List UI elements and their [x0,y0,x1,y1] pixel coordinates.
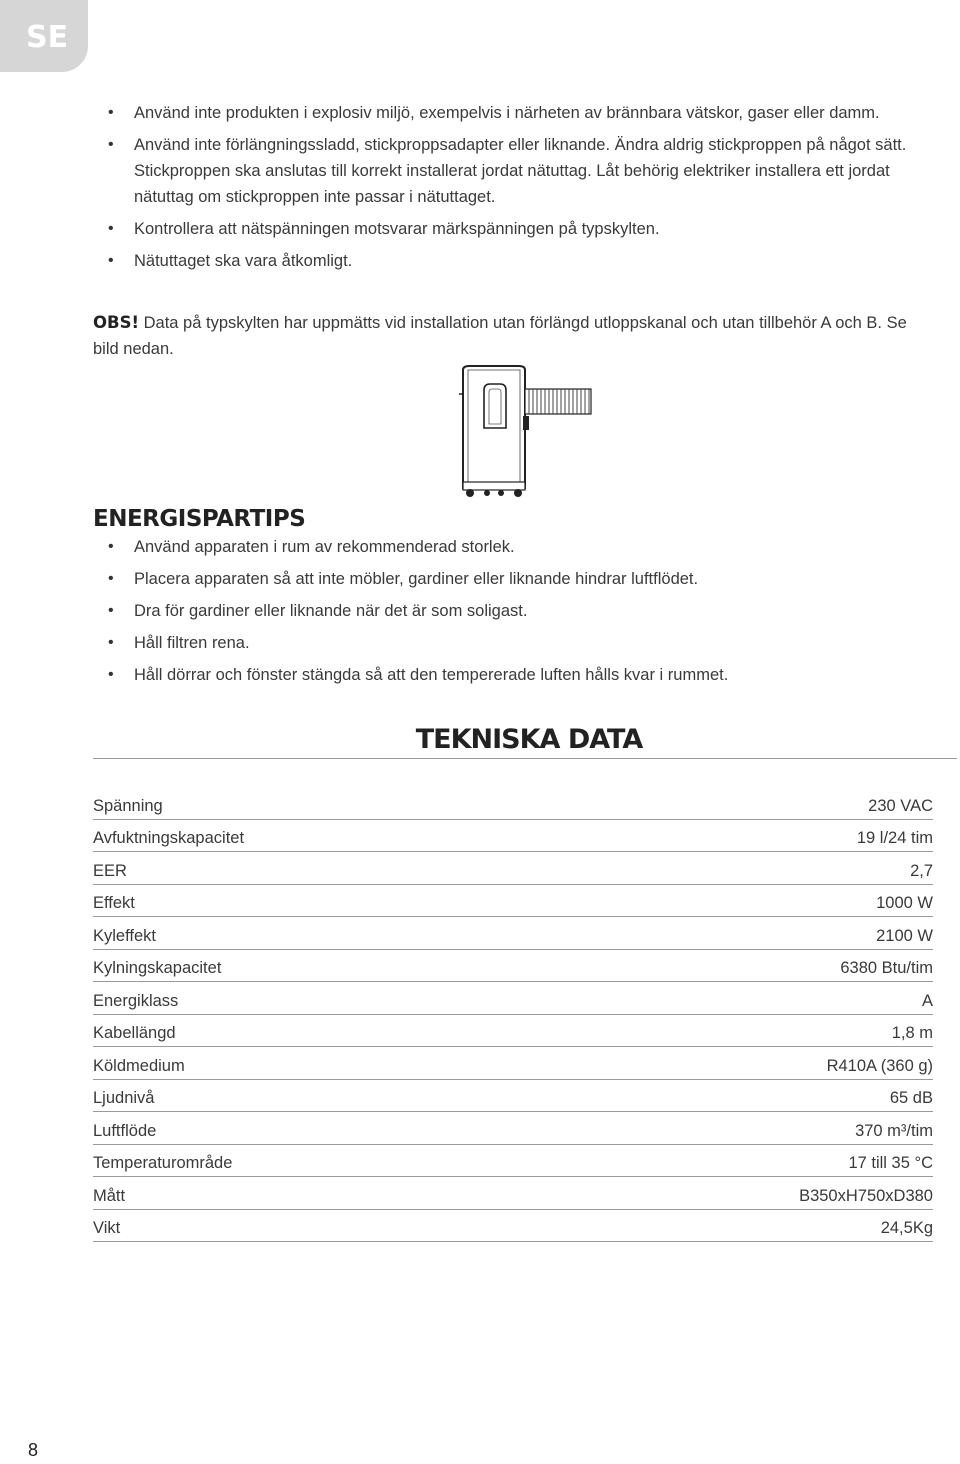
table-row [93,1209,933,1242]
spec-value: 17 till 35 °C [538,1144,933,1177]
list-item: • Nätuttaget ska vara åtkomligt. [93,248,937,274]
tech-data-heading: TEKNISKA DATA [415,724,643,755]
spec-value: R410A (360 g) [538,1047,933,1080]
spec-value: 6380 Btu/tim [538,949,933,982]
tech-data-table [93,787,933,1242]
note-text: Data på typskylten har uppmätts vid installation utan förlängd utloppskanal och utan tillbehör A och B. Se bild nedan. [93,314,907,358]
language-tab [0,0,88,72]
spec-label: Avfuktningskapacitet [93,819,538,852]
table-row [93,1177,933,1210]
spec-value: 1,8 m [538,1014,933,1047]
spec-value: 65 dB [538,1079,933,1112]
spec-value: 1000 W [538,884,933,917]
table-row [93,787,933,819]
tech-data-table-body [93,787,933,1242]
safety-section [93,100,937,280]
table-row [93,884,933,917]
spec-value: 2,7 [538,852,933,885]
table-row [93,982,933,1015]
table-row [93,949,933,982]
table-row [93,819,933,852]
spec-value: 370 m³/tim [538,1112,933,1145]
table-row [93,1079,933,1112]
spec-value: 19 l/24 tim [538,819,933,852]
spec-value: A [538,982,933,1015]
table-row [93,852,933,885]
spec-value: 2100 W [538,917,933,950]
language-tab-label: SE [26,20,69,55]
spec-label: Ljudnivå [93,1079,538,1112]
note-label: OBS! [93,313,140,332]
spec-label: Spänning [93,787,538,819]
energy-tips-heading: ENERGISPARTIPS [93,506,306,532]
list-item: • Använd apparaten i rum av rekommenderad storlek. [93,534,937,560]
spec-label: Energiklass [93,982,538,1015]
table-row [93,1014,933,1047]
spec-label: Luftflöde [93,1112,538,1145]
table-row [93,917,933,950]
list-item: • Dra för gardiner eller liknande när det är som soligast. [93,598,937,624]
table-row [93,1112,933,1145]
spec-label: Kyleffekt [93,917,538,950]
table-row [93,1047,933,1080]
spec-label: Kabellängd [93,1014,538,1047]
spec-label: Effekt [93,884,538,917]
spec-value: B350xH750xD380 [538,1177,933,1210]
list-item: • Håll dörrar och fönster stängda så att den tempererade luften hålls kvar i rummet. [93,662,937,688]
page-number: 8 [28,1440,39,1460]
air-conditioner-illustration [455,364,595,500]
energy-tips-list [93,534,937,688]
spec-label: EER [93,852,538,885]
table-row [93,1144,933,1177]
list-item: • Placera apparaten så att inte möbler, gardiner eller liknande hindrar luftflödet. [93,566,937,592]
list-item: • Kontrollera att nätspänningen motsvarar märkspänningen på typskylten. [93,216,937,242]
spec-label: Kylningskapacitet [93,949,538,982]
spec-value: 24,5Kg [538,1209,933,1242]
note-section [93,310,937,362]
safety-list [93,100,937,274]
list-item: • Håll filtren rena. [93,630,937,656]
spec-label: Vikt [93,1209,538,1242]
spec-label: Köldmedium [93,1047,538,1080]
energy-tips-section [93,506,937,694]
list-item: • Använd inte förlängningssladd, stickproppsadapter eller liknande. Ändra aldrig stickproppen på något sätt. Stickproppen ska anslutas till korrekt installerat jordat nätuttag. Låt behörig elektriker installera ett jordat nätuttag om stickproppen inte passar i nätuttaget. [93,132,937,210]
spec-value: 230 VAC [538,787,933,819]
note-paragraph [93,310,937,362]
spec-label: Temperaturområde [93,1144,538,1177]
tech-data-heading-bar [93,720,957,759]
list-item: • Använd inte produkten i explosiv miljö, exempelvis i närheten av brännbara vätskor, gaser eller damm. [93,100,937,126]
spec-label: Mått [93,1177,538,1210]
